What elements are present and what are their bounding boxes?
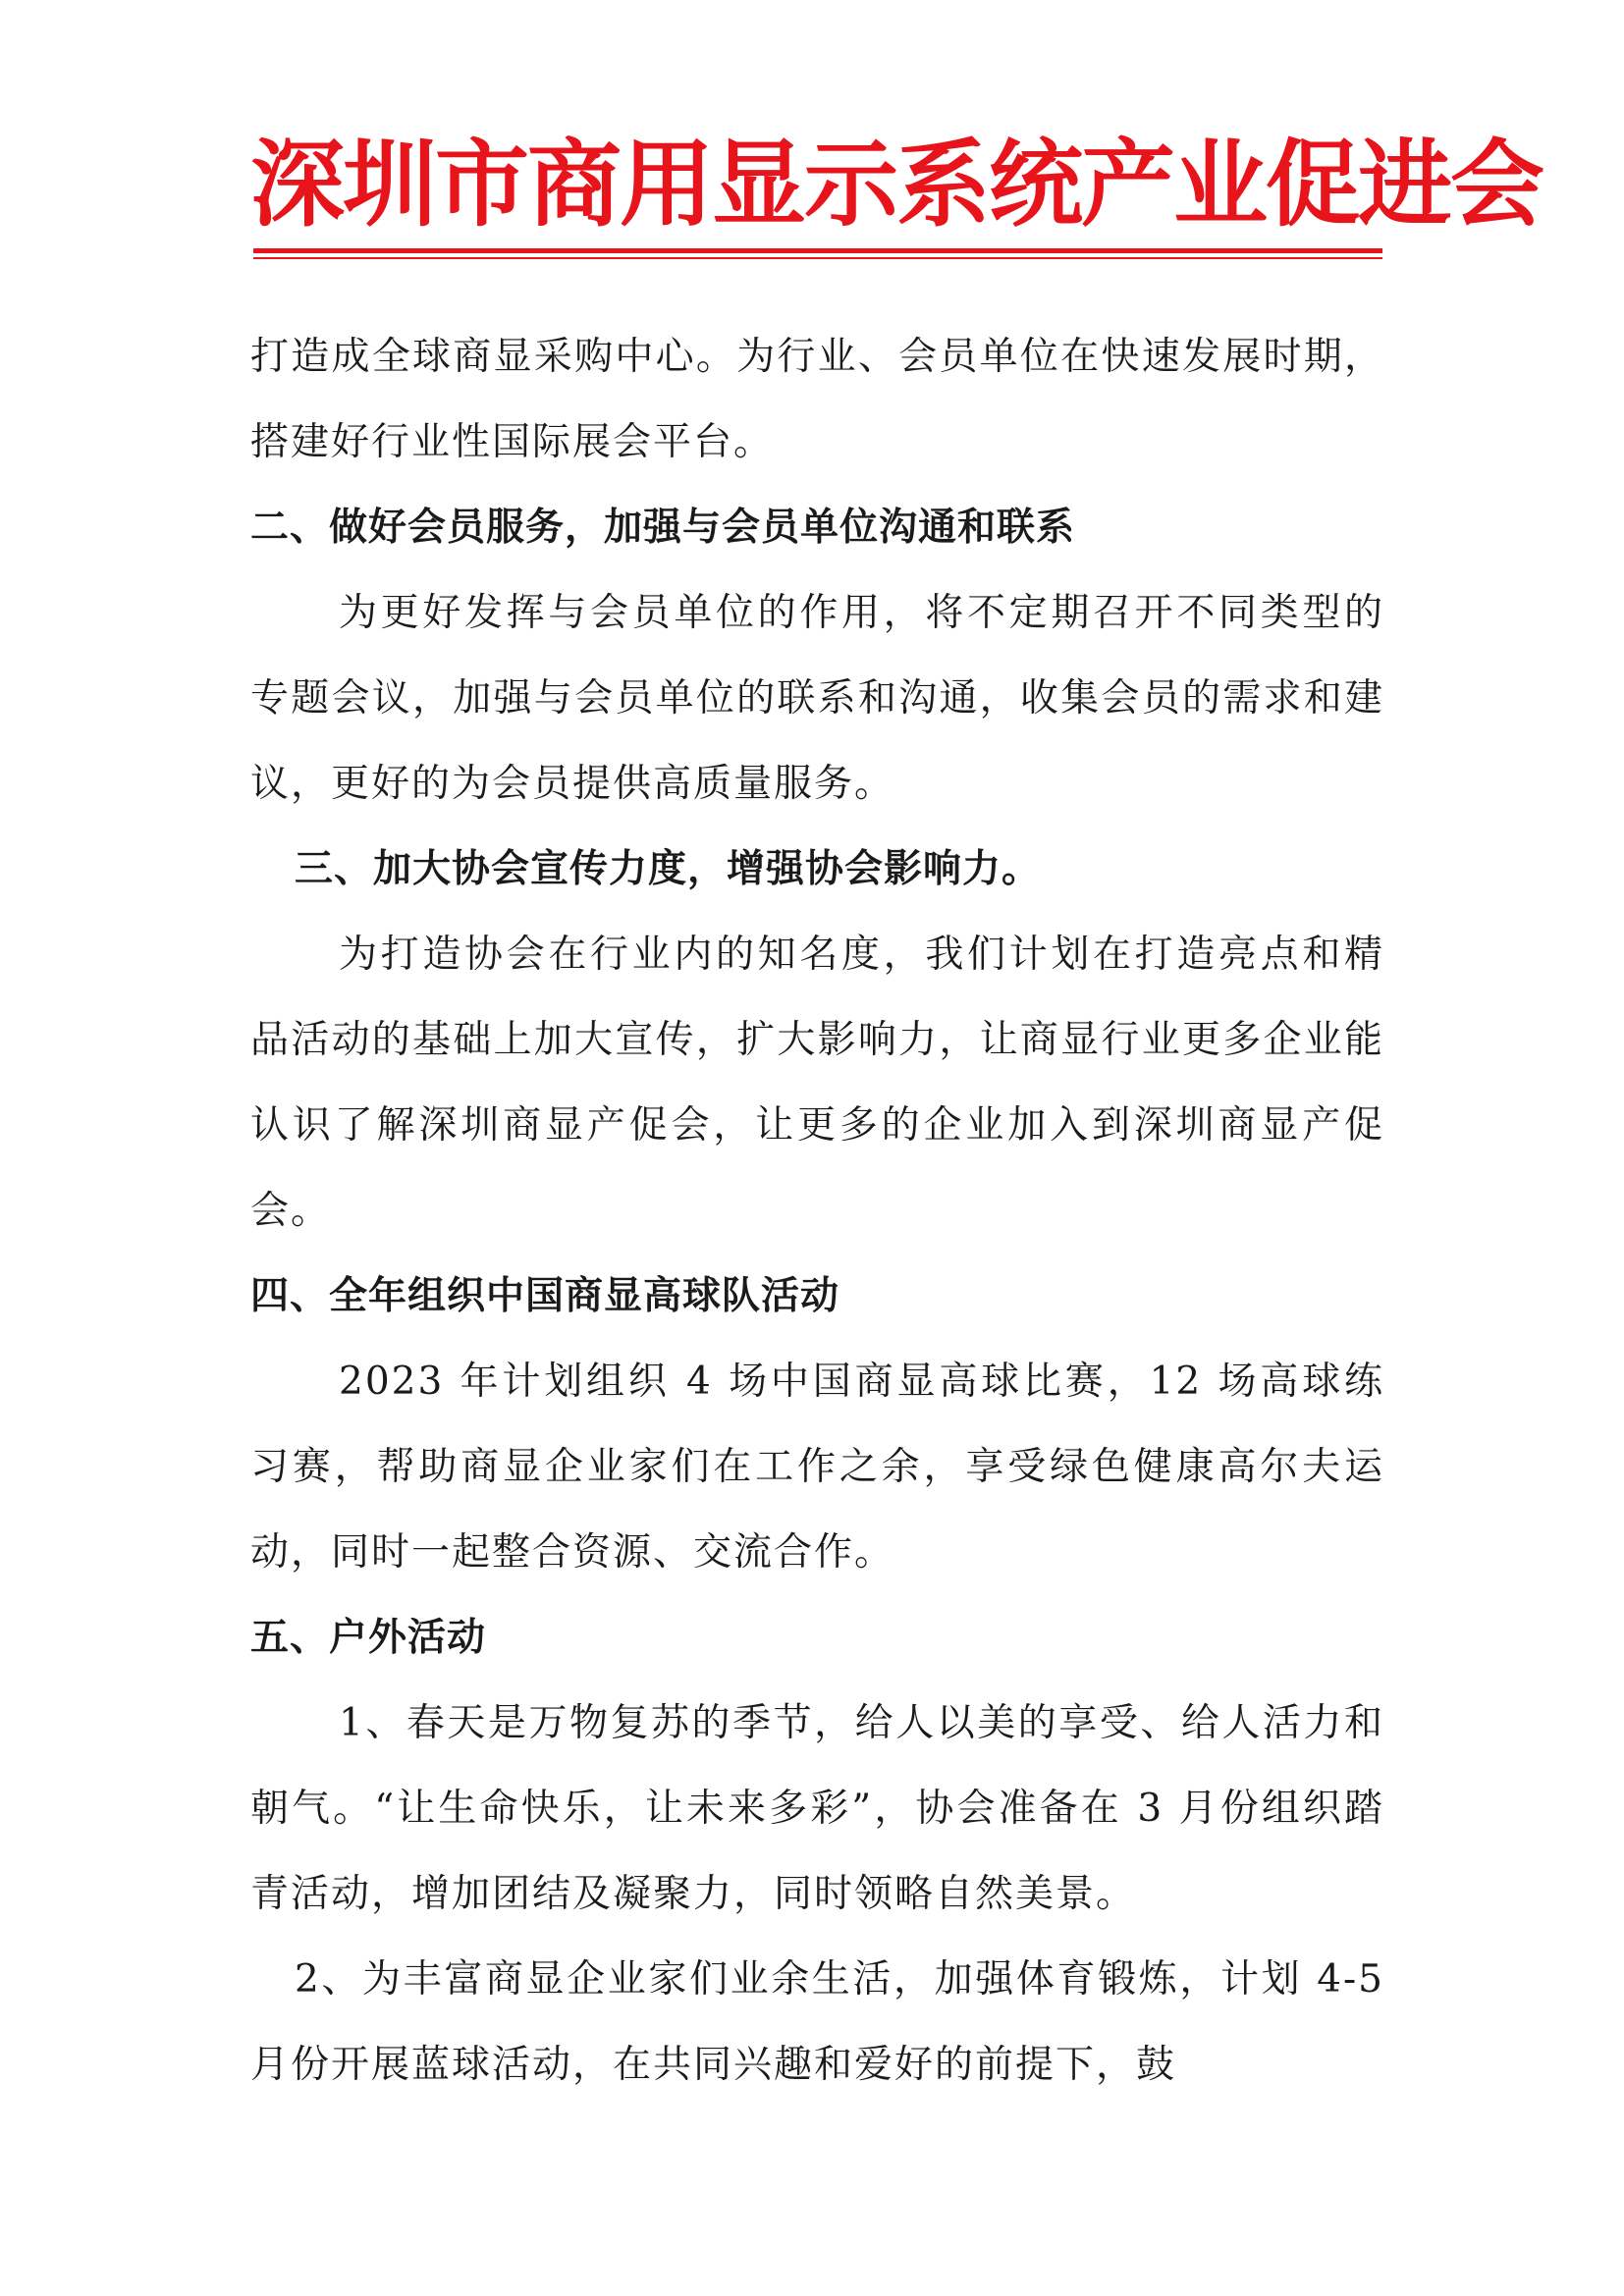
paragraph-publicity: 为打造协会在行业内的知名度，我们计划在打造亮点和精品活动的基础上加大宣传，扩大影响力，让商显行业更多企业能认识了解深圳商显产促会，让更多的企业加入到深圳商显产促会。 — [250, 933, 1384, 1233]
letterhead-title: 深圳市商用显示系统产业促进会 — [250, 130, 1543, 240]
paragraph-outdoor-basketball: 2、为丰富商显企业家们业余生活，加强体育锻炼，计划 4-5 月份开展蓝球活动，在共同兴趣和爱好的前提下，鼓 — [250, 1957, 1384, 2087]
document-body — [250, 314, 1384, 2108]
paragraph-member-service: 为更好发挥与会员单位的作用，将不定期召开不同类型的专题会议，加强与会员单位的联系和沟通，收集会员的需求和建议，更好的为会员提供高质量服务。 — [250, 591, 1384, 806]
paragraph-continuation: 打造成全球商显采购中心。为行业、会员单位在快速发展时期，搭建好行业性国际展会平台。 — [250, 335, 1384, 464]
section-heading-golf-team: 四、全年组织中国商显高球队活动 — [250, 1274, 840, 1318]
paragraph-golf-team: 2023 年计划组织 4 场中国商显高球比赛，12 场高球练习赛，帮助商显企业家们在工作之余，享受绿色健康高尔夫运动，同时一起整合资源、交流合作。 — [250, 1360, 1384, 1575]
letterhead-rule-thin — [253, 257, 1382, 259]
letterhead-rule-thick — [253, 248, 1382, 253]
section-heading-member-service: 二、做好会员服务，加强与会员单位沟通和联系 — [250, 506, 1076, 550]
section-heading-publicity: 三、加大协会宣传力度，增强协会影响力。 — [295, 847, 1042, 891]
section-heading-outdoor: 五、户外活动 — [250, 1616, 487, 1660]
paragraph-outdoor-spring: 1、春天是万物复苏的季节，给人以美的享受、给人活力和朝气。“让生命快乐，让未来多彩”，协会准备在 3 月份组织踏青活动，增加团结及凝聚力，同时领略自然美景。 — [250, 1701, 1384, 1916]
